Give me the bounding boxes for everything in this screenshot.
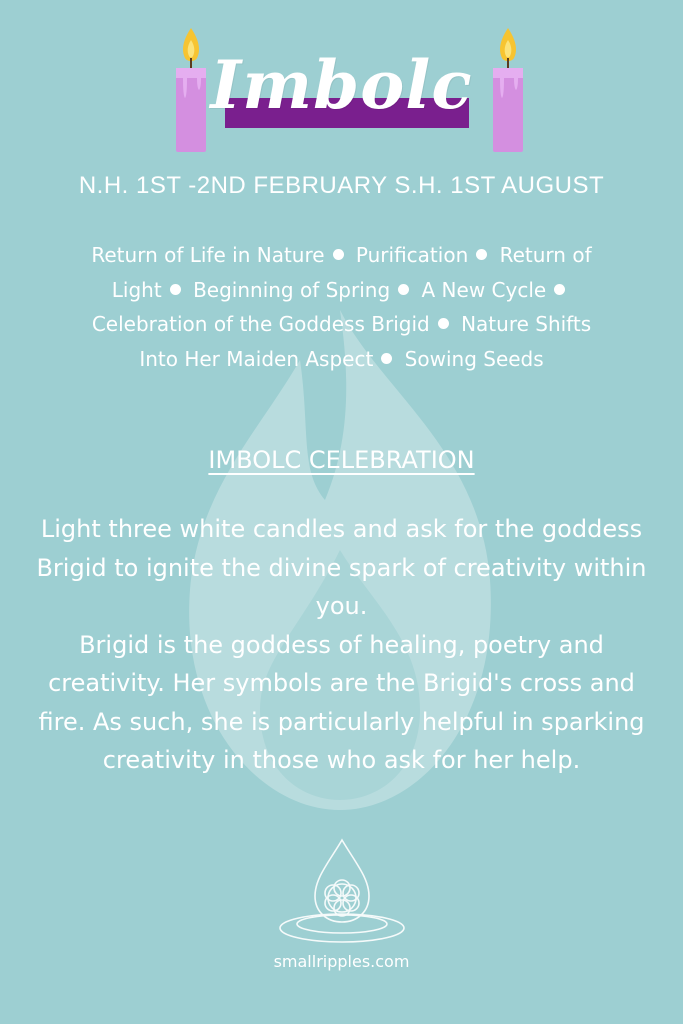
bullet-dot-icon — [381, 353, 392, 364]
theme-item: Beginning of Spring — [193, 277, 391, 302]
website-link[interactable]: smallripples.com — [273, 952, 410, 971]
bullet-dot-icon — [476, 249, 487, 260]
paragraph: Light three white candles and ask for the goddess Brigid to ignite the divine spark of creativity within you. — [36, 515, 647, 620]
festival-dates: N.H. 1ST -2ND FEBRUARY S.H. 1ST AUGUST — [78, 172, 605, 199]
celebration-description — [36, 510, 647, 780]
theme-item: Nature Shifts Into Her Maiden Aspect — [139, 312, 592, 371]
water-drop-logo — [277, 836, 407, 946]
section-title: IMBOLC CELEBRATION — [208, 446, 475, 474]
theme-item: A New Cycle — [421, 277, 547, 302]
paragraph: Brigid is the goddess of healing, poetry and creativity. Her symbols are the Brigid's cross and fire. As such, she is particularly helpful in sparking creativity in those who ask for her help. — [38, 630, 645, 774]
bullet-dot-icon — [333, 249, 344, 260]
bullet-dot-icon — [554, 284, 565, 295]
theme-item: Return of Light — [111, 243, 592, 302]
bullet-dot-icon — [398, 284, 409, 295]
themes-list — [70, 238, 613, 376]
bullet-dot-icon — [170, 284, 181, 295]
theme-item: Return of Life in Nature — [91, 243, 325, 267]
page-title: Imbolc — [210, 46, 473, 124]
theme-item: Celebration of the Goddess Brigid — [91, 312, 430, 336]
theme-item: Sowing Seeds — [404, 346, 544, 371]
theme-item: Purification — [355, 243, 469, 267]
header — [0, 20, 683, 160]
bullet-dot-icon — [438, 318, 449, 329]
